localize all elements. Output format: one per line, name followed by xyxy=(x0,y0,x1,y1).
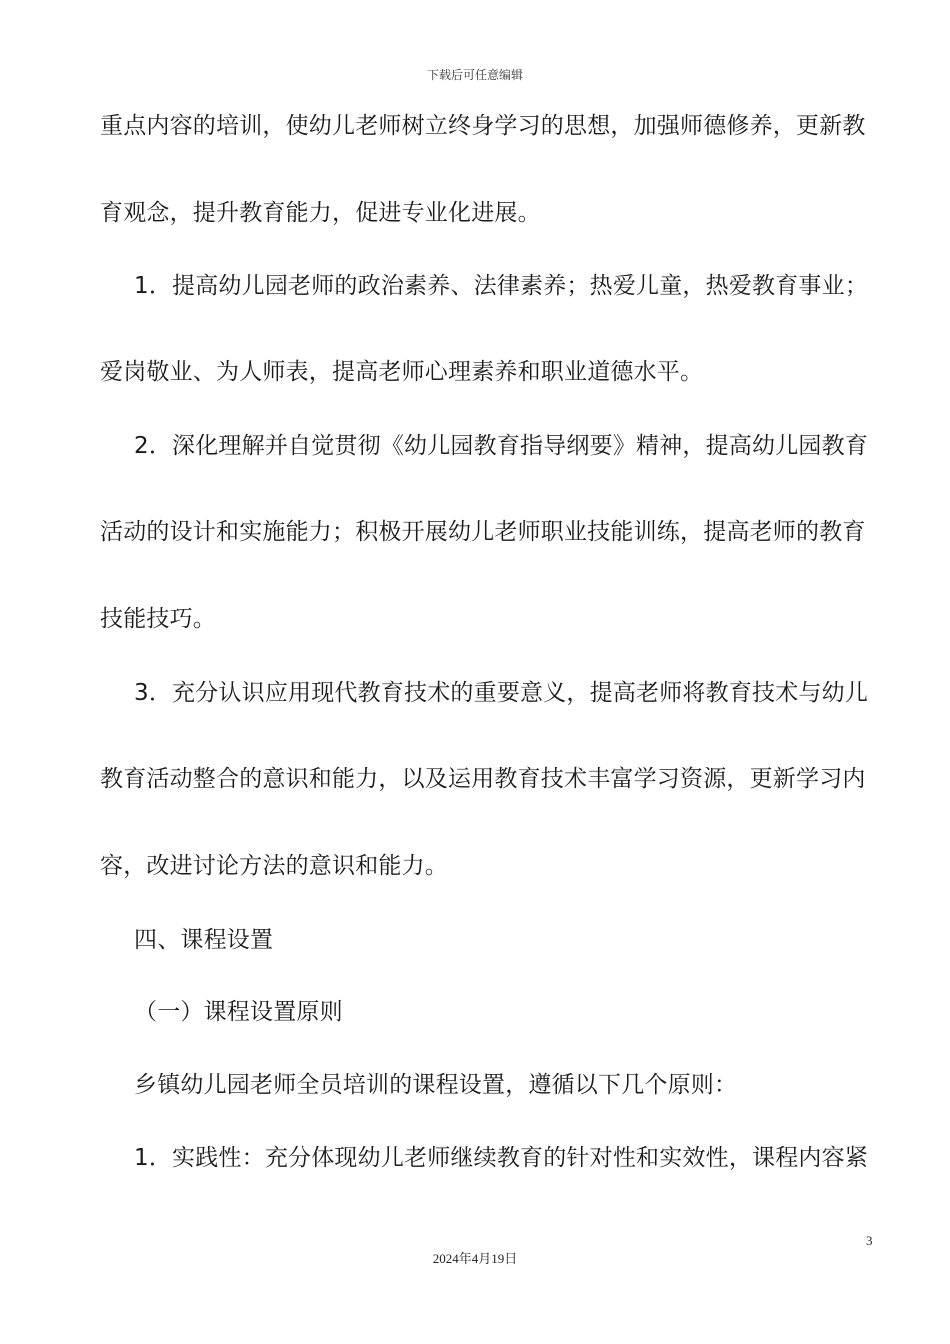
page-header: 下载后可任意编辑 xyxy=(426,68,523,82)
body-line: 乡镇幼儿园老师全员培训的课程设置，遵循以下几个原则： xyxy=(134,1072,738,1098)
section-heading: 四、课程设置 xyxy=(134,927,274,953)
body-line: 育观念，提升教育能力，促进专业化进展。 xyxy=(100,200,541,226)
body-line: 爱岗敬业、为人师表，提高老师心理素养和职业道德水平。 xyxy=(100,359,704,385)
body-line: 活动的设计和实施能力；积极开展幼儿老师职业技能训练，提高老师的教育 xyxy=(100,519,866,545)
list-item-1: 1．实践性：充分体现幼儿老师继续教育的针对性和实效性，课程内容紧 xyxy=(134,1145,869,1171)
body-line: 技能技巧。 xyxy=(100,606,216,632)
body-line: 容，改进讨论方法的意识和能力。 xyxy=(100,853,448,879)
page-number: 3 xyxy=(866,1233,873,1248)
subsection-heading: （一）课程设置原则 xyxy=(134,999,343,1025)
body-line: 重点内容的培训，使幼儿老师树立终身学习的思想，加强师德修养，更新教 xyxy=(100,113,866,139)
list-item-1: 1．提高幼儿园老师的政治素养、法律素养；热爱儿童，热爱教育事业； xyxy=(134,273,869,299)
list-item-3: 3．充分认识应用现代教育技术的重要意义，提高老师将教育技术与幼儿 xyxy=(134,680,869,706)
list-item-2: 2．深化理解并自觉贯彻《幼儿园教育指导纲要》精神，提高幼儿园教育 xyxy=(134,433,869,459)
footer-date: 2024年4月19日 xyxy=(432,1251,518,1266)
body-line: 教育活动整合的意识和能力，以及运用教育技术丰富学习资源，更新学习内 xyxy=(100,766,866,792)
